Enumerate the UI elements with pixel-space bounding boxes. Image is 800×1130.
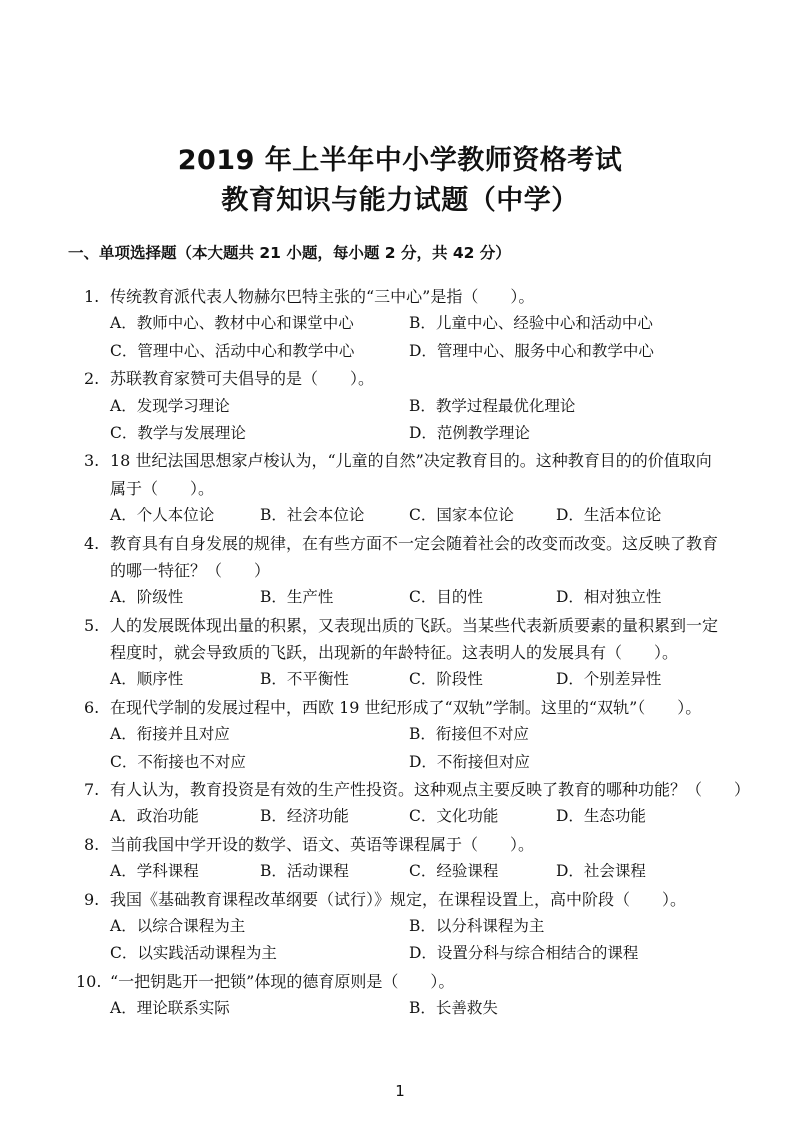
- question-item: [0, 365, 800, 447]
- options-row: [0, 666, 800, 693]
- question-number: 7.: [84, 780, 100, 800]
- answer-option[interactable]: D．社会课程: [556, 862, 646, 881]
- question-list: [0, 283, 800, 1023]
- question-number: 6.: [84, 697, 100, 717]
- answer-option[interactable]: C．教学与发展理论: [110, 423, 246, 442]
- question-number: 3.: [84, 451, 100, 471]
- question-number: 4.: [84, 533, 100, 553]
- question-text: “一把钥匙开一把锁”体现的德育原则是（ ）。: [110, 971, 455, 991]
- answer-option[interactable]: D．个别差异性: [556, 670, 662, 689]
- question-stem-line: [0, 283, 800, 310]
- options-row: [0, 858, 800, 885]
- answer-option[interactable]: B．儿童中心、经验中心和活动中心: [409, 314, 653, 333]
- answer-option[interactable]: D．范例教学理论: [409, 423, 530, 442]
- question-item: [0, 283, 800, 365]
- options-row: [0, 310, 800, 337]
- options-row: [0, 913, 800, 940]
- question-number: 10.: [76, 971, 102, 991]
- question-text: 有人认为，教育投资是有效的生产性投资。这种观点主要反映了教育的哪种功能？（ ）: [110, 780, 751, 800]
- answer-option[interactable]: B．社会本位论: [260, 506, 365, 525]
- answer-option[interactable]: C．国家本位论: [409, 506, 514, 525]
- options-row: [0, 502, 800, 529]
- question-item: [0, 530, 800, 612]
- exam-title-line1: 2019 年上半年中小学教师资格考试: [177, 145, 623, 176]
- question-stem-line: [0, 831, 800, 858]
- answer-option[interactable]: B．衔接但不对应: [409, 725, 529, 744]
- question-number: 9.: [84, 889, 100, 909]
- question-item: [0, 968, 800, 1023]
- answer-option[interactable]: C．管理中心、活动中心和教学中心: [110, 341, 355, 360]
- exam-title-line2: 教育知识与能力试题（中学）: [221, 185, 579, 216]
- answer-option[interactable]: D．生态功能: [556, 807, 646, 826]
- question-item: [0, 776, 800, 831]
- answer-option[interactable]: B．生产性: [260, 588, 334, 607]
- section-heading: 一、单项选择题（本大题共 21 小题，每小题 2 分，共 42 分）: [68, 244, 511, 262]
- answer-option[interactable]: C．经验课程: [409, 862, 499, 881]
- answer-option[interactable]: C．不衔接也不对应: [110, 752, 246, 771]
- question-stem-line: [0, 886, 800, 913]
- answer-option[interactable]: C．文化功能: [409, 807, 499, 826]
- question-item: [0, 831, 800, 886]
- options-row: [0, 584, 800, 611]
- answer-option[interactable]: A．顺序性: [110, 670, 184, 689]
- options-row: [0, 721, 800, 748]
- answer-option[interactable]: C．阶段性: [409, 670, 483, 689]
- options-row: [0, 995, 800, 1022]
- answer-option[interactable]: A．衔接并且对应: [110, 725, 230, 744]
- question-number: 8.: [84, 834, 100, 854]
- answer-option[interactable]: A．发现学习理论: [110, 396, 230, 415]
- question-text: 人的发展既体现出量的积累，又表现出质的飞跃。当某些代表新质要素的量积累到一定: [110, 615, 719, 635]
- answer-option[interactable]: A．政治功能: [110, 807, 199, 826]
- answer-option[interactable]: A．以综合课程为主: [110, 916, 246, 935]
- question-text: 教育具有自身发展的规律，在有些方面不一定会随着社会的改变而改变。这反映了教育: [110, 533, 719, 553]
- answer-option[interactable]: B．活动课程: [260, 862, 349, 881]
- question-stem-line: [0, 639, 800, 666]
- question-text: 18 世纪法国思想家卢梭认为，“儿童的自然”决定教育目的。这种教育目的的价值取向: [110, 451, 712, 471]
- question-text: 属于（ ）。: [110, 478, 215, 498]
- question-item: [0, 447, 800, 529]
- question-item: [0, 612, 800, 694]
- answer-option[interactable]: A．学科课程: [110, 862, 199, 881]
- question-text: 的哪一特征？（ ）: [110, 560, 271, 580]
- question-stem-line: [0, 968, 800, 995]
- question-item: [0, 694, 800, 776]
- answer-option[interactable]: D．相对独立性: [556, 588, 662, 607]
- answer-option[interactable]: D．生活本位论: [556, 506, 662, 525]
- answer-option[interactable]: C．目的性: [409, 588, 483, 607]
- question-stem-line: [0, 475, 800, 502]
- answer-option[interactable]: B．不平衡性: [260, 670, 349, 689]
- question-stem-line: [0, 694, 800, 721]
- answer-option[interactable]: A．阶级性: [110, 588, 184, 607]
- options-row: [0, 803, 800, 830]
- question-text: 在现代学制的发展过程中，西欧 19 世纪形成了“双轨”学制。这里的“双轨”（ ）。: [110, 697, 702, 717]
- answer-option[interactable]: B．长善救失: [409, 999, 498, 1018]
- question-text: 我国《基础教育课程改革纲要（试行）》规定，在课程设置上，高中阶段（ ）。: [110, 889, 687, 909]
- question-number: 1.: [84, 287, 100, 306]
- options-row: [0, 420, 800, 447]
- answer-option[interactable]: B．教学过程最优化理论: [409, 396, 576, 415]
- question-stem-line: [0, 776, 800, 803]
- answer-option[interactable]: A．个人本位论: [110, 506, 215, 525]
- options-row: [0, 749, 800, 776]
- options-row: [0, 393, 800, 420]
- question-stem-line: [0, 447, 800, 474]
- answer-option[interactable]: B．经济功能: [260, 807, 349, 826]
- answer-option[interactable]: A．教师中心、教材中心和课堂中心: [110, 314, 354, 333]
- options-row: [0, 940, 800, 967]
- question-number: 5.: [84, 615, 100, 635]
- options-row: [0, 338, 800, 365]
- answer-option[interactable]: C．以实践活动课程为主: [110, 944, 277, 963]
- question-number: 2.: [84, 369, 100, 389]
- answer-option[interactable]: D．设置分科与综合相结合的课程: [409, 944, 639, 963]
- question-text: 程度时，就会导致质的飞跃，出现新的年龄特征。这表明人的发展具有（ ）。: [110, 643, 679, 663]
- answer-option[interactable]: A．理论联系实际: [110, 999, 230, 1018]
- question-text: 当前我国中学开设的数学、语文、英语等课程属于（ ）。: [110, 834, 535, 854]
- question-stem-line: [0, 557, 800, 584]
- question-stem-line: [0, 530, 800, 557]
- answer-option[interactable]: D．不衔接但对应: [409, 752, 530, 771]
- question-text: 苏联教育家赞可夫倡导的是（ ）。: [110, 369, 375, 389]
- answer-option[interactable]: B．以分科课程为主: [409, 916, 545, 935]
- answer-option[interactable]: D．管理中心、服务中心和教学中心: [409, 341, 654, 360]
- question-stem-line: [0, 365, 800, 392]
- question-item: [0, 886, 800, 968]
- page-number: 1: [395, 1082, 405, 1100]
- question-stem-line: [0, 612, 800, 639]
- question-text: 传统教育派代表人物赫尔巴特主张的“三中心”是指（ ）。: [110, 287, 535, 306]
